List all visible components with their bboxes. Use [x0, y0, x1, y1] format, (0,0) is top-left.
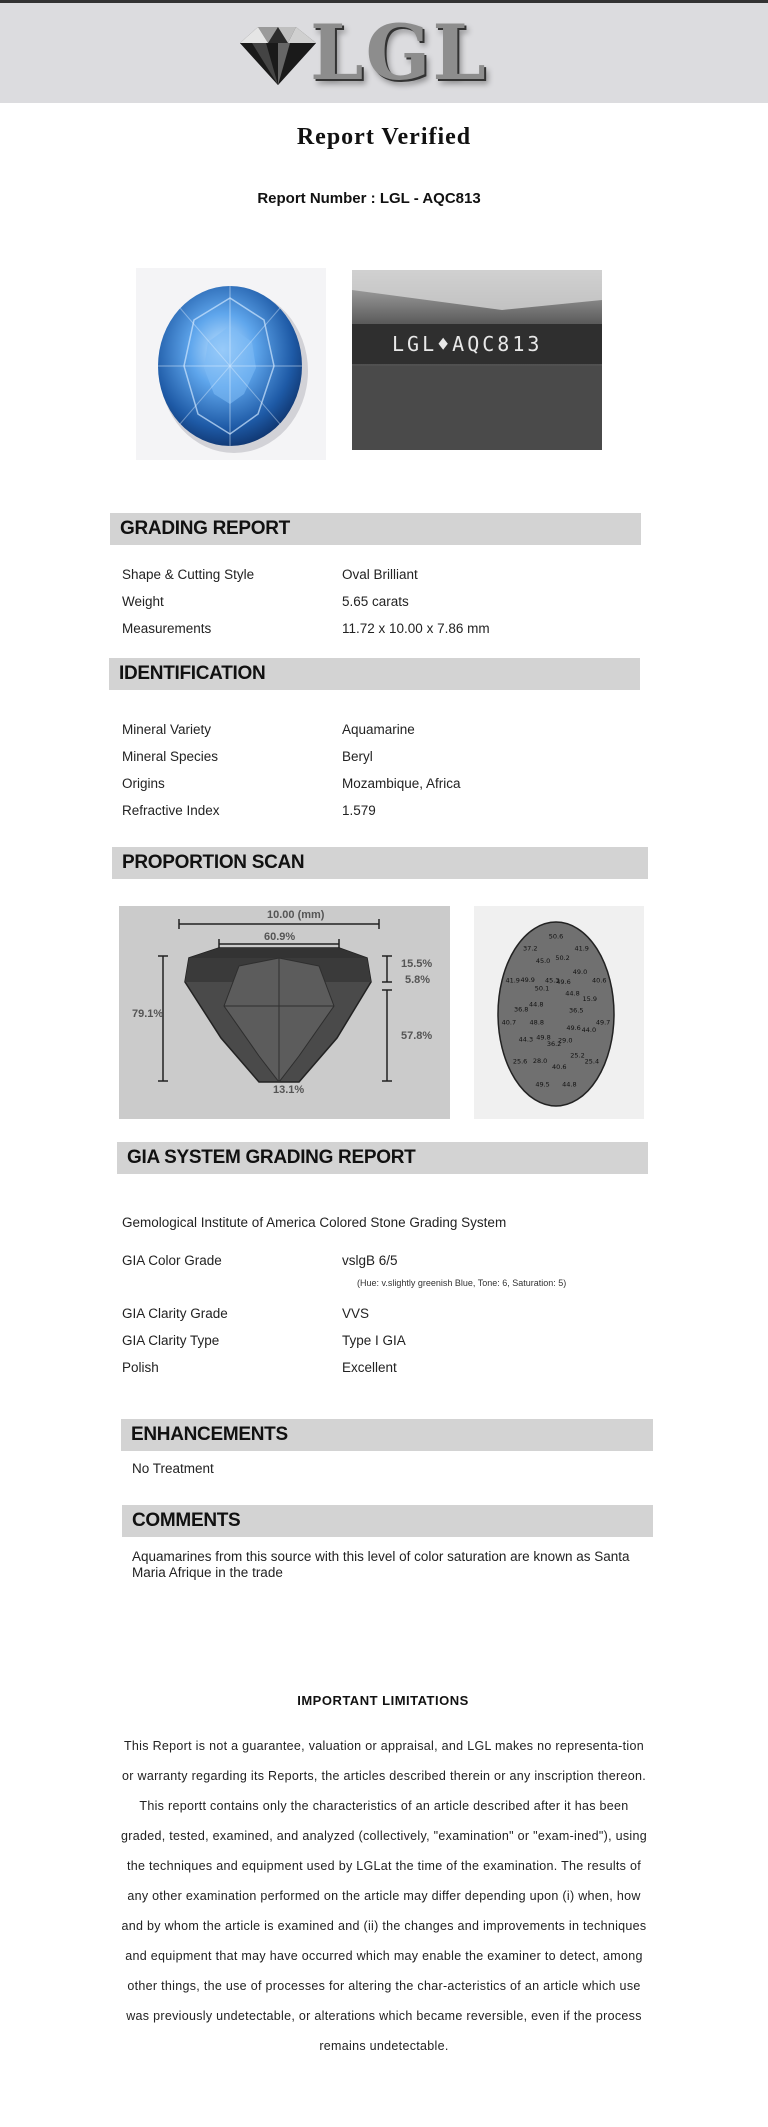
crown-map-value: 15.9 — [582, 995, 598, 1003]
table-label: 60.9% — [264, 931, 296, 943]
crown-map-value: 29.0 — [558, 1036, 573, 1045]
inscription-text: LGL♦AQC813 — [392, 332, 543, 356]
crown-map-value: 40.6 — [592, 976, 607, 985]
crown-map-value: 37.2 — [523, 944, 538, 953]
color-grade-note: (Hue: v.slightly greenish Blue, Tone: 6, Saturation: 5) — [357, 1278, 567, 1288]
diamond-icon — [232, 21, 322, 91]
crown-map-value: 49.0 — [572, 968, 588, 976]
row-value: Beryl — [342, 749, 373, 764]
inscription-photo — [352, 270, 602, 450]
row-label: GIA Clarity Grade — [122, 1306, 228, 1321]
row-value: 5.65 carats — [342, 594, 409, 609]
crown-map-value: 44.8 — [562, 1080, 577, 1089]
crown-map-value: 40.6 — [552, 1063, 567, 1071]
crown-map-value: 25.4 — [584, 1057, 600, 1066]
crown-map-value: 49.7 — [595, 1018, 611, 1027]
row-value: vslgB 6/5 — [342, 1253, 398, 1268]
identification-heading: IDENTIFICATION — [109, 658, 640, 690]
limitations-text: This Report is not a guarantee, valuation or appraisal, and LGL makes no representa-tion or warranty regarding its Reports, the articles described therein or any inscription thereon. This reportt contains only the characteristics of an article described after it has been graded, tested, examined, and analyzed (collectively, "examination" or "exam-ined"), using the techniques and equipment used by LGLat the time of the examination. The results of any other examination performed on the article may differ depending upon (i) when, how and by whom the article is examined and (ii) the changes and improvements in techniques and equipment that may have occurred which may enable the examiner to detect, among other things, the use of processes for altering the char-acteristics of an article which use was previously undetectable, or alterations which became reversible, even if the process remains undetectable. — [120, 1739, 648, 2053]
row-label: GIA Clarity Type — [122, 1333, 220, 1348]
crown-map-value: 36.8 — [513, 1005, 529, 1014]
gem-photo — [136, 268, 326, 460]
crown-map-value: 25.2 — [570, 1051, 585, 1060]
grading-report-heading: GRADING REPORT — [110, 513, 641, 545]
row-value: 1.579 — [342, 803, 376, 818]
row-value: 11.72 x 10.00 x 7.86 mm — [342, 621, 490, 636]
limitations-heading: IMPORTANT LIMITATIONS — [297, 1693, 469, 1708]
comments-text: Aquamarines from this source with this level of color saturation are known as Santa Maria Afrique in the trade — [132, 1549, 630, 1580]
logo-text: LGL — [310, 8, 488, 97]
crown-map-value: 44.8 — [565, 989, 580, 998]
row-label: Origins — [122, 776, 165, 791]
crown-map-value: 50.1 — [534, 984, 550, 993]
crown-map-value: 25.6 — [512, 1057, 528, 1066]
crown-map-value: 49.9 — [520, 976, 535, 984]
crown-map-value: 44.8 — [529, 1000, 544, 1009]
row-label: Mineral Species — [122, 749, 219, 764]
lgl-logo — [232, 8, 492, 97]
crown-map-value: 41.9 — [574, 944, 589, 953]
crown-height-label: 15.5% — [401, 958, 433, 970]
row-label: Measurements — [122, 621, 212, 636]
width-label: 10.00 (mm) — [267, 909, 325, 921]
header-banner — [0, 3, 768, 103]
crown-map-value: 45.0 — [535, 956, 551, 965]
crown-map-value: 36.5 — [569, 1006, 584, 1015]
report-number: Report Number : LGL - AQC813 — [257, 190, 481, 207]
enhancements-heading: ENHANCEMENTS — [121, 1419, 653, 1451]
proportion-scan-heading: PROPORTION SCAN — [112, 847, 648, 879]
crown-map-value: 28.0 — [532, 1057, 548, 1066]
enhancements-text: No Treatment — [132, 1461, 214, 1476]
gia-subtitle: Gemological Institute of America Colored Stone Grading System — [122, 1215, 507, 1230]
row-label: Refractive Index — [122, 803, 220, 818]
crown-map-value: 48.8 — [529, 1018, 545, 1027]
page-title: Report Verified — [296, 124, 472, 150]
crown-map-value: 49.8 — [536, 1033, 551, 1042]
row-value: VVS — [342, 1306, 370, 1321]
crown-map-value: 50.2 — [555, 953, 570, 962]
crown-map-value: 49.6 — [556, 978, 571, 987]
row-value: Aquamarine — [342, 722, 415, 737]
row-label: Shape & Cutting Style — [122, 567, 255, 582]
proportion-diagram — [119, 906, 450, 1119]
pavilion-depth-label: 57.8% — [401, 1030, 433, 1042]
culet-label: 13.1% — [273, 1084, 305, 1096]
crown-map-value: 36.2 — [546, 1040, 562, 1049]
row-label: Weight — [122, 594, 164, 609]
row-label: GIA Color Grade — [122, 1253, 222, 1268]
row-label: Polish — [122, 1360, 159, 1375]
girdle-label: 5.8% — [405, 974, 431, 986]
gia-heading: GIA SYSTEM GRADING REPORT — [117, 1142, 648, 1174]
row-value: Oval Brilliant — [342, 567, 418, 582]
crown-map-value: 41.9 — [505, 976, 520, 985]
crown-map-value: 49.5 — [535, 1080, 550, 1089]
row-value: Mozambique, Africa — [342, 776, 461, 791]
total-depth-label: 79.1% — [132, 1008, 164, 1020]
row-value: Type I GIA — [342, 1333, 406, 1348]
row-label: Mineral Variety — [122, 722, 212, 737]
comments-heading: COMMENTS — [122, 1505, 653, 1537]
row-value: Excellent — [342, 1360, 397, 1375]
crown-map-value: 40.7 — [501, 1018, 517, 1027]
crown-map-value: 45.3 — [544, 976, 560, 985]
crown-map — [474, 906, 644, 1119]
crown-map-value: 44.3 — [518, 1035, 534, 1044]
crown-map-value: 50.6 — [548, 932, 564, 941]
crown-map-value: 44.0 — [581, 1026, 597, 1035]
crown-map-value: 49.6 — [566, 1024, 581, 1033]
